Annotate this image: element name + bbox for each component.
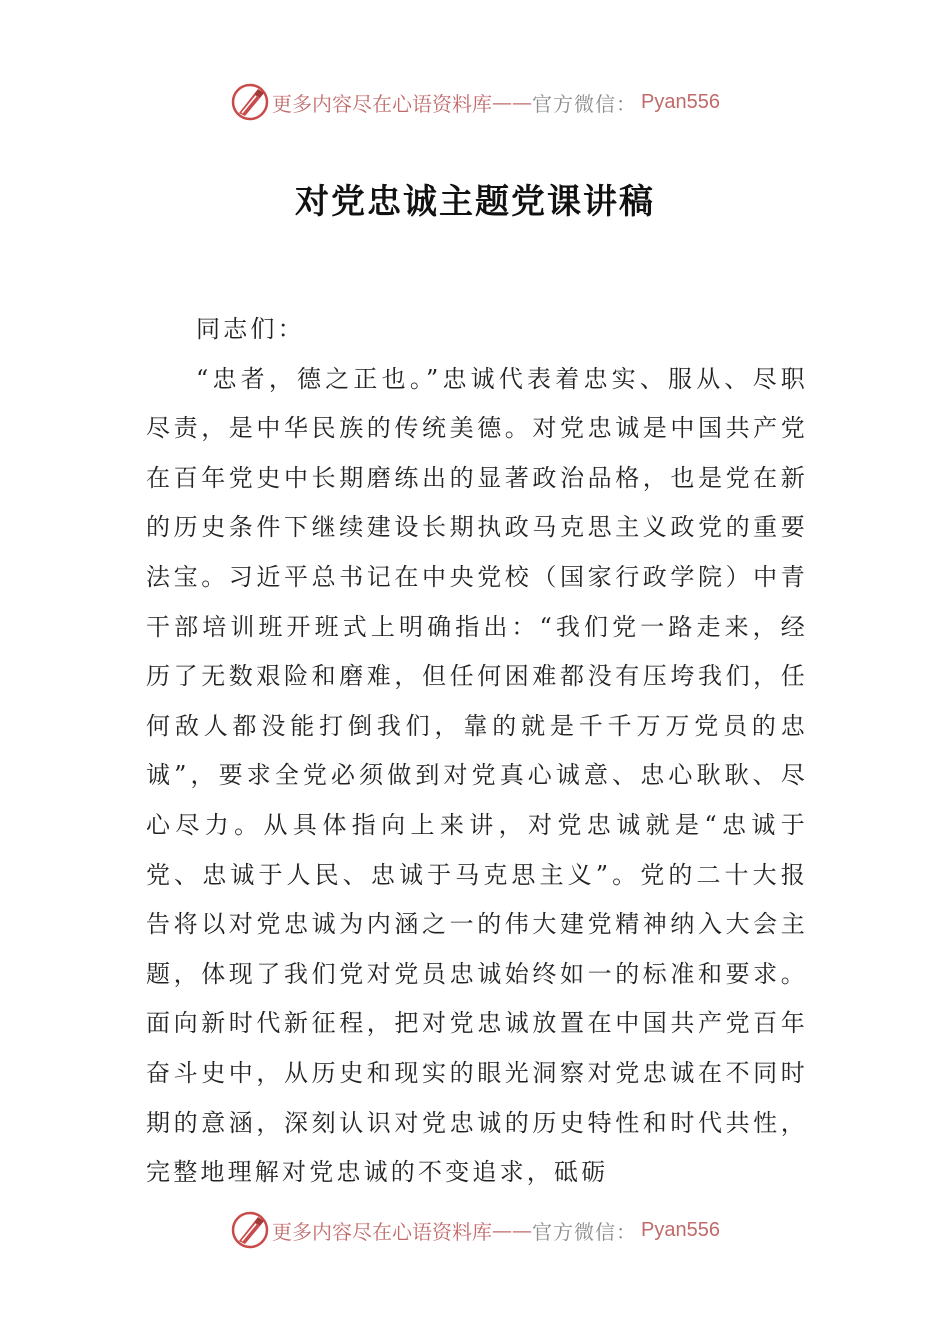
body-paragraph: “忠者，德之正也。”忠诚代表着忠实、服从、尽职尽责，是中华民族的传统美德。对党忠诚是中国共产党在百年党史中长期磨练出的显著政治品格，也是党在新的历史条件下继续建设长期执政马克思主义政党的重要法宝。习近平总书记在中央党校（国家行政学院）中青干部培训班开班式上明确指出：“我们党一路走来，经历了无数艰险和磨难，但任何困难都没有压垮我们，任何敌人都没能打倒我们，靠的就是千千万万党员的忠诚”，要求全党必须做到对党真心诚意、忠心耿耿、尽心尽力。从具体指向上来讲，对党忠诚就是“忠诚于党、忠诚于人民、忠诚于马克思主义”。党的二十大报告将以对党忠诚为内涵之一的伟大建党精神纳入大会主题，体现了我们党对党员忠诚始终如一的标准和要求。面向新时代新征程，把对党忠诚放置在中国共产党百年奋斗史中，从历史和现实的眼光洞察对党忠诚在不同时期的意涵，深刻认识对党忠诚的历史特性和时代共性，完整地理解对党忠诚的不变追求，砥砺 <box>146 364 808 1187</box>
banner-text: 更多内容尽在心语资料库 <box>272 1219 493 1244</box>
banner-separator: —— <box>492 1218 533 1242</box>
salutation: 同志们： <box>196 315 305 343</box>
banner-text: 更多内容尽在心语资料库 <box>272 91 493 116</box>
header-banner <box>0 80 950 124</box>
document-body <box>146 305 808 1198</box>
banner-wechat-label: 官方微信： <box>532 1219 638 1244</box>
banner-wechat-id: Pyan556 <box>641 1218 720 1241</box>
banner-wechat-id: Pyan556 <box>641 90 720 113</box>
banner-separator: —— <box>492 90 533 114</box>
pen-nib-logo-icon <box>230 1210 270 1250</box>
footer-banner <box>0 1208 950 1252</box>
banner-wechat-label: 官方微信： <box>532 91 638 116</box>
document-title: 对党忠诚主题党课讲稿 <box>295 182 655 222</box>
pen-nib-logo-icon <box>230 82 270 122</box>
